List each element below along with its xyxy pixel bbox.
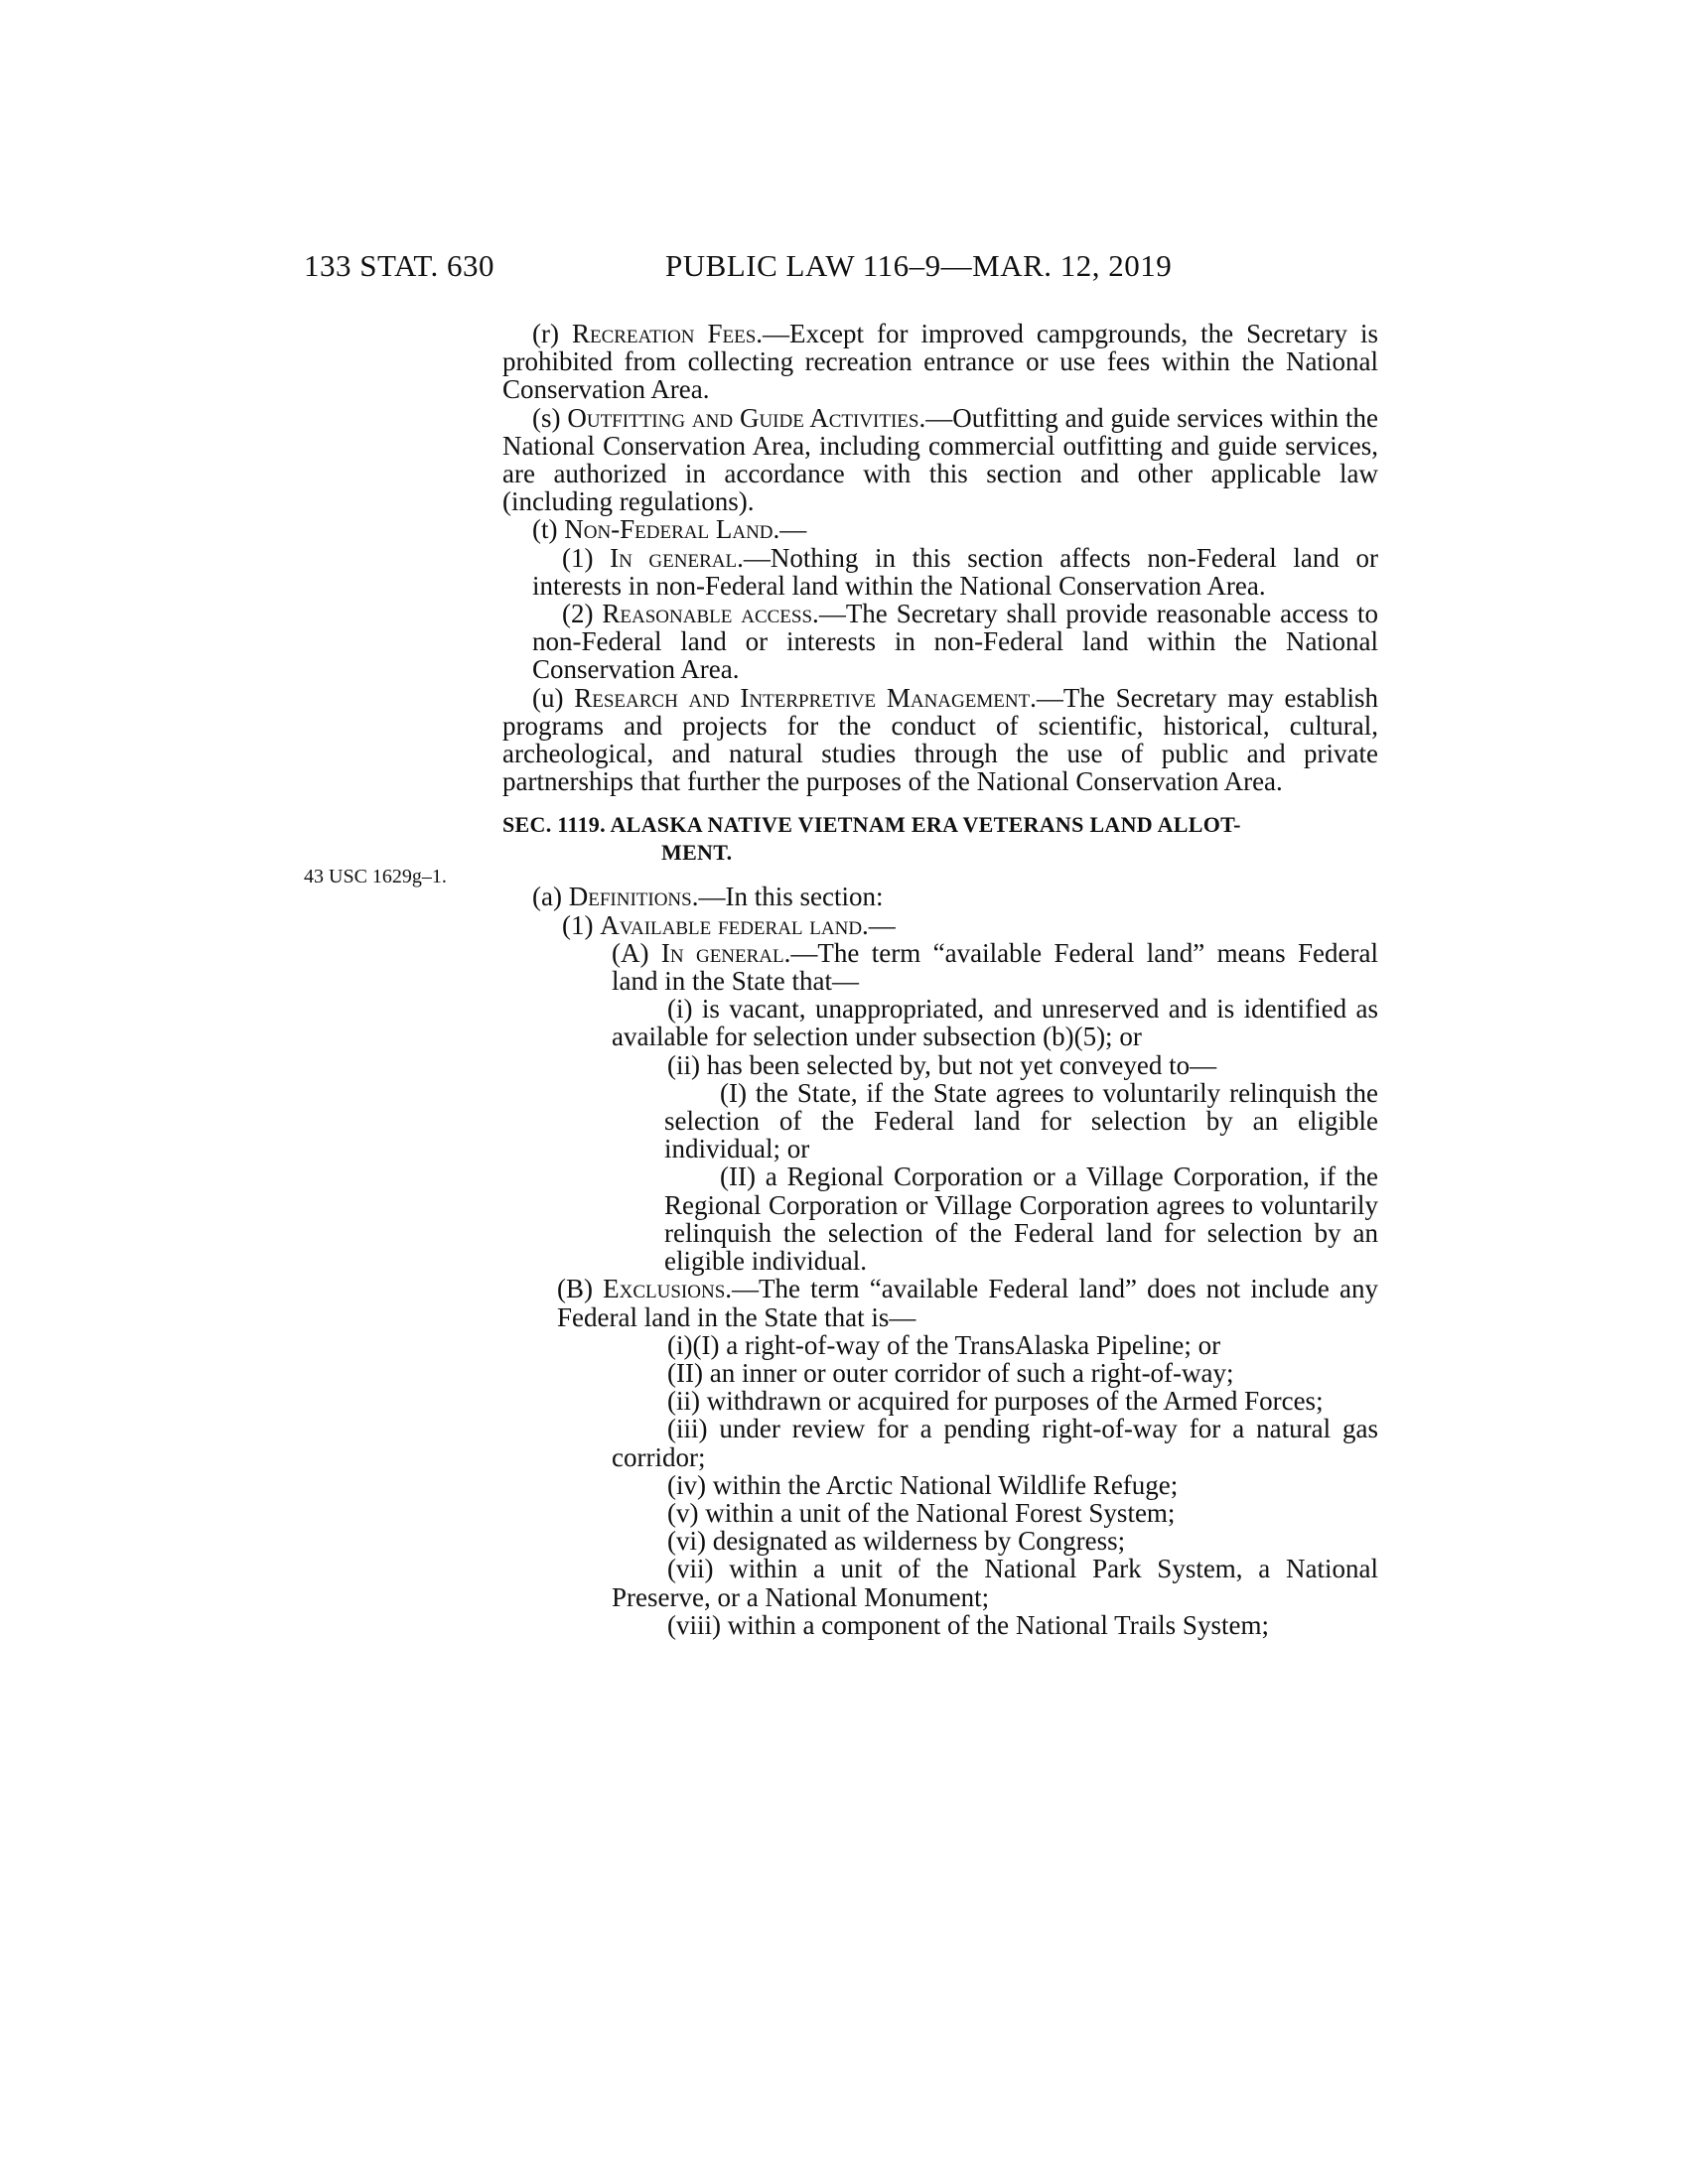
paragraph-label: (A): [612, 937, 661, 968]
paragraph-label: (1): [562, 909, 601, 940]
paragraph-r: [502, 320, 1378, 404]
paragraph-heading: Non-Federal Land.: [564, 514, 780, 545]
exclusion-i-I: (i)(I) a right-of-way of the TransAlaska Pipeline; or: [667, 1329, 1221, 1360]
paragraph-heading: Recreation Fees.: [571, 319, 764, 348]
paragraph-heading: In general.: [660, 937, 791, 968]
paragraph-u: [502, 684, 1378, 796]
paragraph-text: —Except for improved campgrounds, the Secretary is prohibited from collecting recreation entrance or use fees within the National Conservation Area.: [502, 319, 1378, 405]
paragraph-text: —The Secretary shall provide reasonable access to non-Federal land or interests in non-Federal land within the National Conservation Area.: [532, 599, 1378, 685]
paragraph-heading: Exclusions.: [603, 1274, 733, 1304]
paragraph-label: (t): [532, 514, 565, 545]
exclusion-iv: (iv) within the Arctic National Wildlife Refuge;: [667, 1469, 1179, 1500]
subclause-I: (I) the State, if the State agrees to voluntarily relinquish the selection of the Federal land for selection by an eligible individual; or: [664, 1077, 1378, 1164]
exclusion-viii: (viii) within a component of the National Trails System;: [667, 1609, 1269, 1640]
paragraph-label: (a): [532, 882, 569, 912]
paragraph-label: (1): [562, 542, 611, 573]
paragraph-label: (B): [557, 1274, 604, 1304]
paragraph-heading: Available federal land.: [600, 909, 869, 940]
exclusion-v: (v) within a unit of the National Forest System;: [667, 1497, 1176, 1528]
paragraph-a1: [502, 911, 1378, 939]
section-title-line2: MENT.: [661, 840, 733, 866]
subparagraph-A: [502, 939, 1378, 995]
paragraph-label: (u): [532, 682, 575, 713]
paragraph-heading: Definitions.: [568, 882, 699, 912]
exclusion-II: (II) an inner or outer corridor of such a right-of-way;: [667, 1357, 1234, 1388]
paragraph-heading: Research and Interpretive Management.: [574, 682, 1037, 713]
running-header-title: PUBLIC LAW 116–9—MAR. 12, 2019: [665, 248, 1173, 283]
paragraph-heading: Outfitting and Guide Activities.: [567, 402, 926, 433]
paragraph-text: —The term “available Federal land” means Federal land in the State that—: [612, 937, 1378, 997]
paragraph-heading: Reasonable access.: [602, 599, 819, 629]
exclusion-iii: (iii) under review for a pending right-of-way for a natural gas corridor;: [612, 1414, 1378, 1472]
paragraph-heading: In general.: [610, 542, 744, 573]
paragraph-text: —Nothing in this section affects non-Federal land or interests in non-Federal land within the National Conservation Area.: [532, 542, 1379, 601]
subparagraph-B: [502, 1275, 1378, 1330]
paragraph-t1: [502, 544, 1378, 600]
document-body: [502, 320, 1378, 1639]
paragraph-label: (r): [532, 319, 572, 348]
clause-ii: (ii) has been selected by, but not yet conveyed to—: [667, 1049, 1217, 1080]
paragraph-t: [502, 515, 1378, 543]
paragraph-label: (s): [532, 402, 568, 433]
page-reference: 133 STAT. 630: [304, 248, 495, 283]
section-title: [502, 811, 1378, 867]
paragraph-text: —The term “available Federal land” does not include any Federal land in the State that is—: [557, 1274, 1378, 1332]
paragraph-text: —: [868, 909, 896, 940]
paragraph-text: —Outfitting and guide services within the National Conservation Area, including commercial outfitting and guide services, are authorized in accordance with this section and other applicable law (including regulations).: [502, 402, 1378, 517]
subparagraph-A-inner: [612, 939, 1378, 995]
subsection-a: [502, 883, 1378, 910]
section-title-line1: SEC. 1119. ALASKA NATIVE VIETNAM ERA VETERANS LAND ALLOT-: [502, 812, 1241, 838]
paragraph-text: —In this section:: [698, 882, 884, 912]
paragraph-s: [502, 404, 1378, 516]
section-heading-wrap: [502, 811, 1378, 867]
exclusion-vii: (vii) within a unit of the National Park System, a National Preserve, or a National Monument;: [612, 1554, 1378, 1612]
paragraph-t2: [502, 600, 1378, 684]
clause-i: (i) is vacant, unappropriated, and unreserved and is identified as available for selection under subsection (b)(5); or: [612, 994, 1378, 1052]
subclause-II: (II) a Regional Corporation or a Village Corporation, if the Regional Corporation or Village Corporation agrees to voluntarily relinquish the selection of the Federal land for selection by an eligible individual.: [664, 1161, 1378, 1277]
paragraph-text: —: [779, 514, 807, 545]
paragraph-text: —The Secretary may establish programs and projects for the conduct of scientific, historical, cultural, archeological, and natural studies through the use of public and private partnerships that further the purposes of the National Conservation Area.: [502, 682, 1378, 797]
margin-citation: 43 USC 1629g–1.: [304, 866, 447, 887]
exclusion-vi: (vi) designated as wilderness by Congress;: [667, 1526, 1126, 1557]
paragraph-label: (2): [562, 599, 603, 629]
exclusion-ii: (ii) withdrawn or acquired for purposes of the Armed Forces;: [667, 1386, 1324, 1417]
